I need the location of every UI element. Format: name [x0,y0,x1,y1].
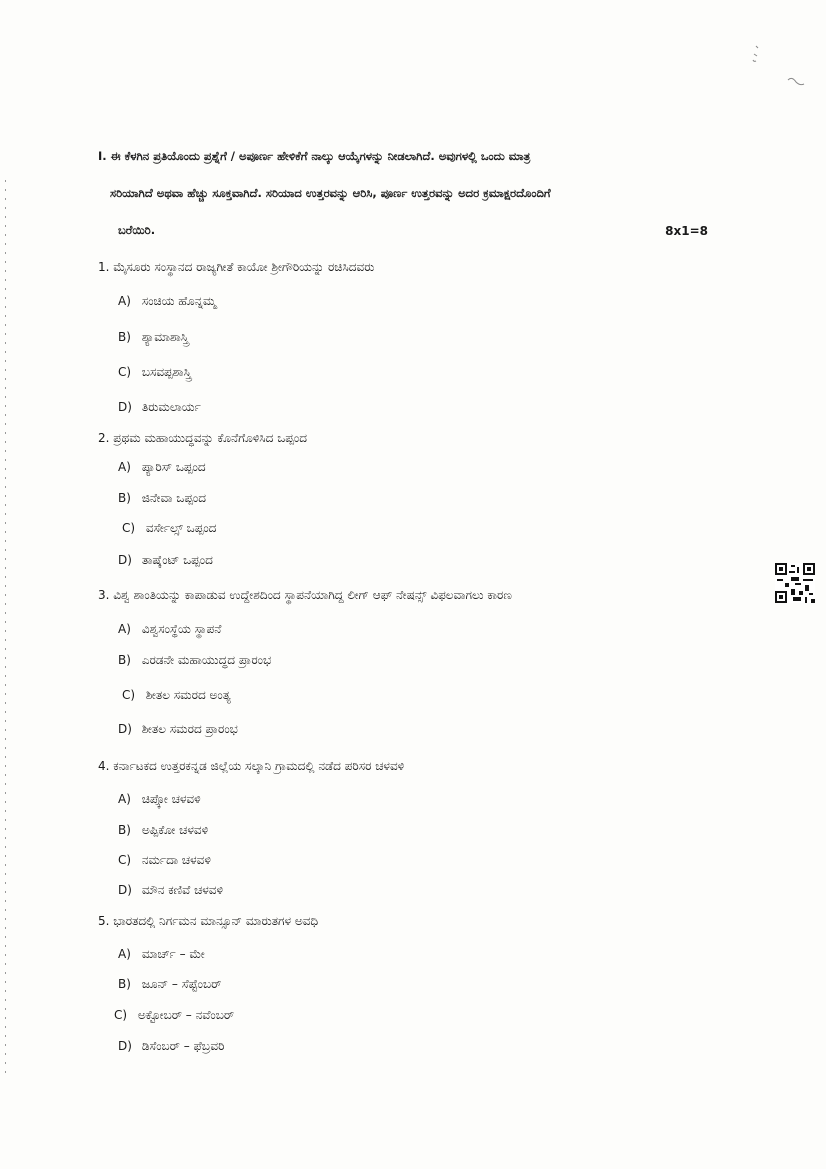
question-1: 1. ಮೈಸೂರು ಸಂಸ್ಥಾನದ ರಾಜ್ಯಗೀತೆ ಕಾಯೋ ಶ್ರೀಗೌರಿಯನ್ನು ರಚಿಸಿದವರು [98,260,375,274]
option-text: ಎರಡನೇ ಮಹಾಯುದ್ಧದ ಪ್ರಾರಂಭ [141,653,272,667]
question-3: 3. ವಿಶ್ವ ಶಾಂತಿಯನ್ನು ಕಾಪಾಡುವ ಉದ್ದೇಶದಿಂದ ಸ್ಥಾಪನೆಯಾಗಿದ್ದ ಲೀಗ್ ಆಫ್ ನೇಷನ್ಸ್ ವಿಫಲವಾಗಲು ಕಾರಣ [98,588,512,602]
q1-option-b [118,330,189,345]
instruction-line-1: I. ಈ ಕೆಳಗಿನ ಪ್ರತಿಯೊಂದು ಪ್ರಶ್ನೆಗೆ / ಅಪೂರ್ಣ ಹೇಳಿಕೆಗೆ ನಾಲ್ಕು ಆಯ್ಕೆಗಳನ್ನು ನೀಡಲಾಗಿದೆ. ಅವುಗಳಲ್ಲಿ ಒಂದು ಮಾತ್ರ [98,149,531,163]
q5-option-b [118,977,221,992]
option-label: C) [122,521,136,535]
option-text: ಮಾರ್ಚ್ – ಮೇ [141,947,205,961]
option-label: B) [118,653,131,667]
option-label: A) [118,947,131,961]
option-label: C) [118,365,132,379]
option-text: ಮೌನ ಕಣಿವೆ ಚಳವಳಿ [141,883,224,897]
option-text: ಚಿಪ್ಕೋ ಚಳವಳಿ [141,792,201,806]
option-label: C) [122,688,136,702]
option-label: D) [118,722,132,736]
option-label: D) [118,553,132,567]
corner-scribble-icon [748,44,808,94]
question-4: 4. ಕರ್ನಾಟಕದ ಉತ್ತರಕನ್ನಡ ಜಿಲ್ಲೆಯ ಸಲ್ಕಾನಿ ಗ್ರಾಮದಲ್ಲಿ ನಡೆದ ಪರಿಸರ ಚಳವಳಿ [98,759,405,773]
option-text: ಡಿಸೆಂಬರ್ – ಫೆಬ್ರವರಿ [141,1039,225,1053]
q5-option-a [118,947,205,962]
q3-option-b [118,653,271,668]
qr-code-icon [775,563,815,603]
q5-option-c [114,1008,234,1023]
q5-option-d [118,1039,224,1054]
option-label: D) [118,883,132,897]
option-label: A) [118,622,131,636]
option-text: ಬಸವಪ್ಪಶಾಸ್ತ್ರಿ [141,365,192,379]
option-text: ಸಂಚಿಯ ಹೊನ್ನಮ್ಮ [141,294,217,308]
option-text: ತಿರುಮಲಾರ್ಯ [141,400,201,414]
instruction-line-3: ಬರೆಯಿರಿ. [118,223,156,237]
question-2: 2. ಪ್ರಥಮ ಮಹಾಯುದ್ಧವನ್ನು ಕೊನೆಗೊಳಿಸಿದ ಒಪ್ಪಂದ [98,431,307,445]
option-label: B) [118,491,131,505]
q4-option-b [118,823,208,838]
q3-option-a [118,622,221,637]
q4-option-d [118,883,223,898]
option-label: C) [118,853,132,867]
q3-option-d [118,722,238,737]
option-text: ವರ್ಸೇಲ್ಸ್ ಒಪ್ಪಂದ [145,521,217,535]
option-text: ಜಿನೇವಾ ಒಪ್ಪಂದ [141,491,207,505]
option-text: ವಿಶ್ವಸಂಸ್ಥೆಯ ಸ್ಥಾಪನೆ [141,622,222,636]
q4-option-c [118,853,211,868]
option-label: D) [118,1039,132,1053]
question-5: 5. ಭಾರತದಲ್ಲಿ ನಿರ್ಗಮನ ಮಾನ್ಸೂನ್ ಮಾರುತಗಳ ಅವಧಿ [98,914,319,928]
q1-option-a [118,294,216,309]
option-label: A) [118,294,131,308]
q1-option-c [118,365,191,380]
option-label: B) [118,330,131,344]
option-text: ಪ್ಯಾರಿಸ್ ಒಪ್ಪಂದ [141,460,206,474]
option-label: B) [118,823,131,837]
left-margin-dots [5,180,6,1080]
option-label: A) [118,460,131,474]
option-label: A) [118,792,131,806]
q2-option-d [118,553,213,568]
option-text: ಅಪ್ಪಿಕೋ ಚಳವಳಿ [141,823,209,837]
marks-label: 8x1=8 [665,224,708,238]
q2-option-a [118,460,206,475]
q2-option-c [122,521,216,536]
option-text: ಅಕ್ಟೋಬರ್ – ನವೆಂಬರ್ [137,1008,235,1022]
option-text: ನರ್ಮದಾ ಚಳವಳಿ [141,853,211,867]
option-text: ಜೂನ್ – ಸೆಪ್ಟೆಂಬರ್ [141,977,222,991]
option-label: D) [118,400,132,414]
option-label: B) [118,977,131,991]
q4-option-a [118,792,201,807]
q2-option-b [118,491,206,506]
option-text: ಶೀತಲ ಸಮರದ ಪ್ರಾರಂಭ [141,722,238,736]
instruction-line-2: ಸರಿಯಾಗಿದೆ ಅಥವಾ ಹೆಚ್ಚು ಸೂಕ್ತವಾಗಿದೆ. ಸರಿಯಾದ ಉತ್ತರವನ್ನು ಆರಿಸಿ, ಪೂರ್ಣ ಉತ್ತರವನ್ನು ಅದರ ಕ್ರಮಾಕ್ಷರದೊಂದಿಗೆ [110,186,551,200]
q1-option-d [118,400,201,415]
option-text: ಶೀತಲ ಸಮರದ ಅಂತ್ಯ [145,688,231,702]
option-label: C) [114,1008,128,1022]
option-text: ಶ್ಯಾಮಾಶಾಸ್ತ್ರಿ [141,330,189,344]
q3-option-c [122,688,231,703]
option-text: ತಾಷ್ಕೆಂಟ್ ಒಪ್ಪಂದ [141,553,213,567]
